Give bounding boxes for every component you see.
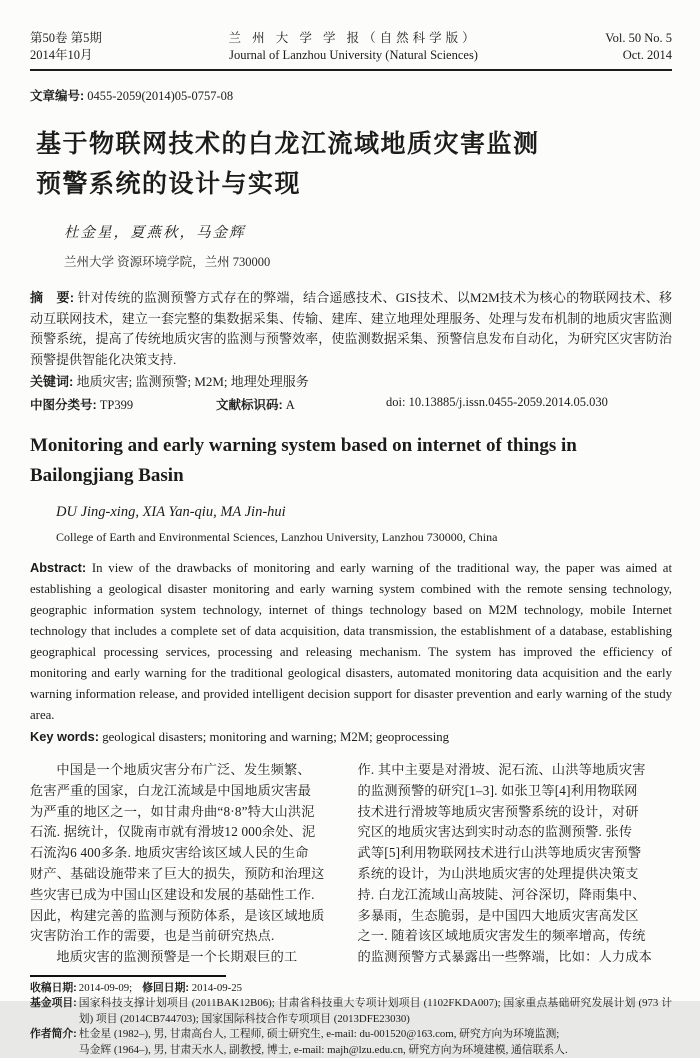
body-text-line: 石流沟6 400多条. 地质灾害给该区域人民的生命 (30, 845, 309, 861)
body-text-line: 的监测预警的研究[1–3]. 如张卫等[4]利用物联网 (357, 782, 638, 798)
clc-label: 中图分类号: (30, 398, 97, 412)
author-bio-line2: 马金辉 (1964–), 男, 甘肃天水人, 副教授, 博士, e-mail: majh@lzu.edu.cn, 研究方向为环境建模, 通信联系人. (78, 1043, 568, 1056)
clc-item (30, 395, 216, 413)
article-number-value: 0455-2059(2014)05-0757-08 (87, 89, 234, 103)
body-text-line: 究区的地质灾害达到实时动态的监测预警. 张传 (357, 824, 633, 840)
keywords-cn-text: 地质灾害; 监测预警; M2M; 地理处理服务 (76, 374, 309, 389)
date-cn: 2014年10月 (30, 48, 93, 62)
abstract-en-label: Abstract: (30, 560, 87, 575)
abstract-cn (30, 288, 672, 370)
journal-header (30, 30, 672, 71)
body-text-line: 灾害防治工作的需要，也是当前研究热点. (30, 928, 275, 944)
abstract-cn-label: 摘 要: (30, 290, 75, 305)
funding-label: 基金项目: (30, 997, 77, 1010)
authors-en: DU Jing-xing, XIA Yan-qiu, MA Jin-hui (56, 504, 286, 520)
keywords-en-text: geological disasters; monitoring and warning; M2M; geoprocessing (102, 730, 450, 744)
body-text-line: 系统的设计，为山洪地质灾害的处理提供决策支 (357, 865, 639, 881)
doc-code-item (216, 395, 386, 413)
body-left-column (30, 760, 345, 968)
abstract-en (30, 557, 672, 726)
abstract-cn-text: 针对传统的监测预警方式存在的弊端，结合遥感技术、GIS技术、以M2M技术为核心的物联网技术、移动互联网技术，建立一套完整的集数据采集、传输、建库、建立地理处理服务、处理与发布机制的地质灾害监测预警系统，提高了传统地质灾害的监测与预警效率，使监测数据采集、预警信息发布自动化，为研究区灾害防治预警提供智能化决策支持. (30, 290, 672, 367)
body-text-line: 的监测预警方式暴露出一些弊端，比如：人力成本 (357, 949, 653, 965)
body-text-line: 石流. 据统计，仅陇南市就有滑坡12 000余处、泥 (30, 824, 316, 840)
author-bio-row (30, 1027, 672, 1058)
article-number-label: 文章编号: (30, 89, 85, 103)
volume-issue-cn: 第50卷 第5期 (30, 31, 102, 45)
paper-title-cn-line1: 基于物联网技术的白龙江流域地质灾害监测 (36, 130, 540, 158)
body-text-line: 武等[5]利用物联网技术进行山洪等地质灾害预警 (357, 845, 642, 861)
received-values (77, 981, 672, 997)
affiliation-cn: 兰州大学 资源环境学院，兰州 730000 (64, 255, 271, 269)
abstract-en-text: In view of the drawbacks of monitoring and early warning of the traditional way, the paper was aimed at establishing a geological disaster monitoring and early warning system combined with the remote sensing technology, geographic information system technology, internet of things technology based on M2M technology, mobile Internet technology that includes a complete set of data acquisition, data transmission, the establishment of a database, establishing geographical processing services, processing and releasing mechanism. The system has improved the efficiency of monitoring and early warning for the traditional geological disasters, automated monitoring data acquisition and the early warning information release, and provided intelligent decision support for disaster prevention and early warning of the study area. (30, 561, 673, 722)
body-text-line: 持. 白龙江流域山高坡陡、河谷深切，降雨集中、 (357, 886, 646, 902)
doc-code-label: 文献标识码: (216, 398, 283, 412)
body-text-line: 因此，构建完善的监测与预防体系，是该区域地质 (30, 907, 325, 923)
header-journal-block (102, 30, 605, 64)
author-bio-text (77, 1027, 672, 1058)
paper-title-en: Monitoring and early warning system based on internet of things in Bailongjiang Basin (30, 435, 577, 486)
volume-issue-en: Vol. 50 No. 5 (605, 31, 672, 45)
body-text-line: 危害严重的国家，白龙江流域是中国地质灾害最 (30, 782, 312, 798)
revised-value: 2014-09-25 (191, 981, 243, 994)
body-text-line: 多暴雨，生态脆弱，是中国四大地质灾害高发区 (357, 907, 639, 923)
header-volume-en-block (605, 30, 672, 64)
header-volume-block (30, 30, 102, 64)
keywords-cn-label: 关键词: (30, 374, 74, 389)
body-text-line: 之一. 随着该区域地质灾害发生的频率增高，传统 (357, 928, 646, 944)
body-text-line: 财产、基础设施带来了巨大的损失，预防和治理这 (30, 865, 325, 881)
body-text-line: 中国是一个地质灾害分布广泛、发生频繁、 (56, 762, 311, 777)
received-label: 收稿日期: (30, 981, 77, 994)
body-text-line: 地质灾害的监测预警是一个长期艰巨的工 (56, 949, 298, 965)
body-text-line: 作. 其中主要是对滑坡、泥石流、山洪等地质灾害 (357, 762, 646, 777)
date-en: Oct. 2014 (622, 48, 672, 62)
body-text-line: 为严重的地区之一，如甘肃舟曲“8·8”特大山洪泥 (30, 803, 315, 819)
clc-value: TP399 (99, 398, 134, 412)
article-number (30, 86, 672, 104)
body-right-column (358, 760, 673, 968)
footnote-block (30, 981, 672, 1058)
doi-value: doi: 10.13885/j.issn.0455-2059.2014.05.030 (386, 395, 608, 409)
affiliation-en: College of Earth and Environmental Sciences, Lanzhou University, Lanzhou 730000, China (56, 530, 498, 544)
paper-title-cn (36, 124, 672, 204)
body-columns (30, 760, 672, 968)
author-bio-line1: 杜金星 (1982–), 男, 甘肃高台人, 工程师, 硕士研究生, e-mail: du-001520@163.com, 研究方向为环境监测; (78, 1028, 560, 1041)
revised-label: 修回日期: (142, 981, 189, 994)
doc-code-value: A (285, 398, 295, 412)
footnote-divider (30, 975, 226, 977)
body-text-line: 些灾害已成为中国山区建设和发展的基础性工作. (30, 886, 315, 902)
paper-title-cn-line2: 预警系统的设计与实现 (36, 170, 302, 198)
received-value: 2014-09-09; (78, 981, 133, 994)
keywords-en (30, 726, 672, 748)
funding-text: 国家科技支撑计划项目 (2011BAK12B06); 甘肃省科技重大专项计划项目 (1102FKDA007); 国家重点基础研究发展计划 (973 计划) 项目 (2014CB744703); 国家国际科技合作专项项目 (2013DFE23030) (78, 997, 672, 1025)
journal-title-en: Journal of Lanzhou University (Natural Sciences) (229, 48, 478, 62)
keywords-en-label: Key words: (30, 729, 99, 744)
author-bio-label: 作者简介: (30, 1028, 77, 1041)
body-text-line: 技术进行滑坡等地质灾害预警系统的设计，对研 (357, 803, 639, 819)
received-dates-row (30, 981, 672, 997)
keywords-cn (30, 372, 672, 392)
funding-row (30, 996, 672, 1027)
classification-row (30, 395, 672, 413)
authors-cn: 杜金星，夏燕秋，马金辉 (64, 225, 246, 241)
journal-title-cn: 兰 州 大 学 学 报（自然科学版） (228, 31, 479, 45)
